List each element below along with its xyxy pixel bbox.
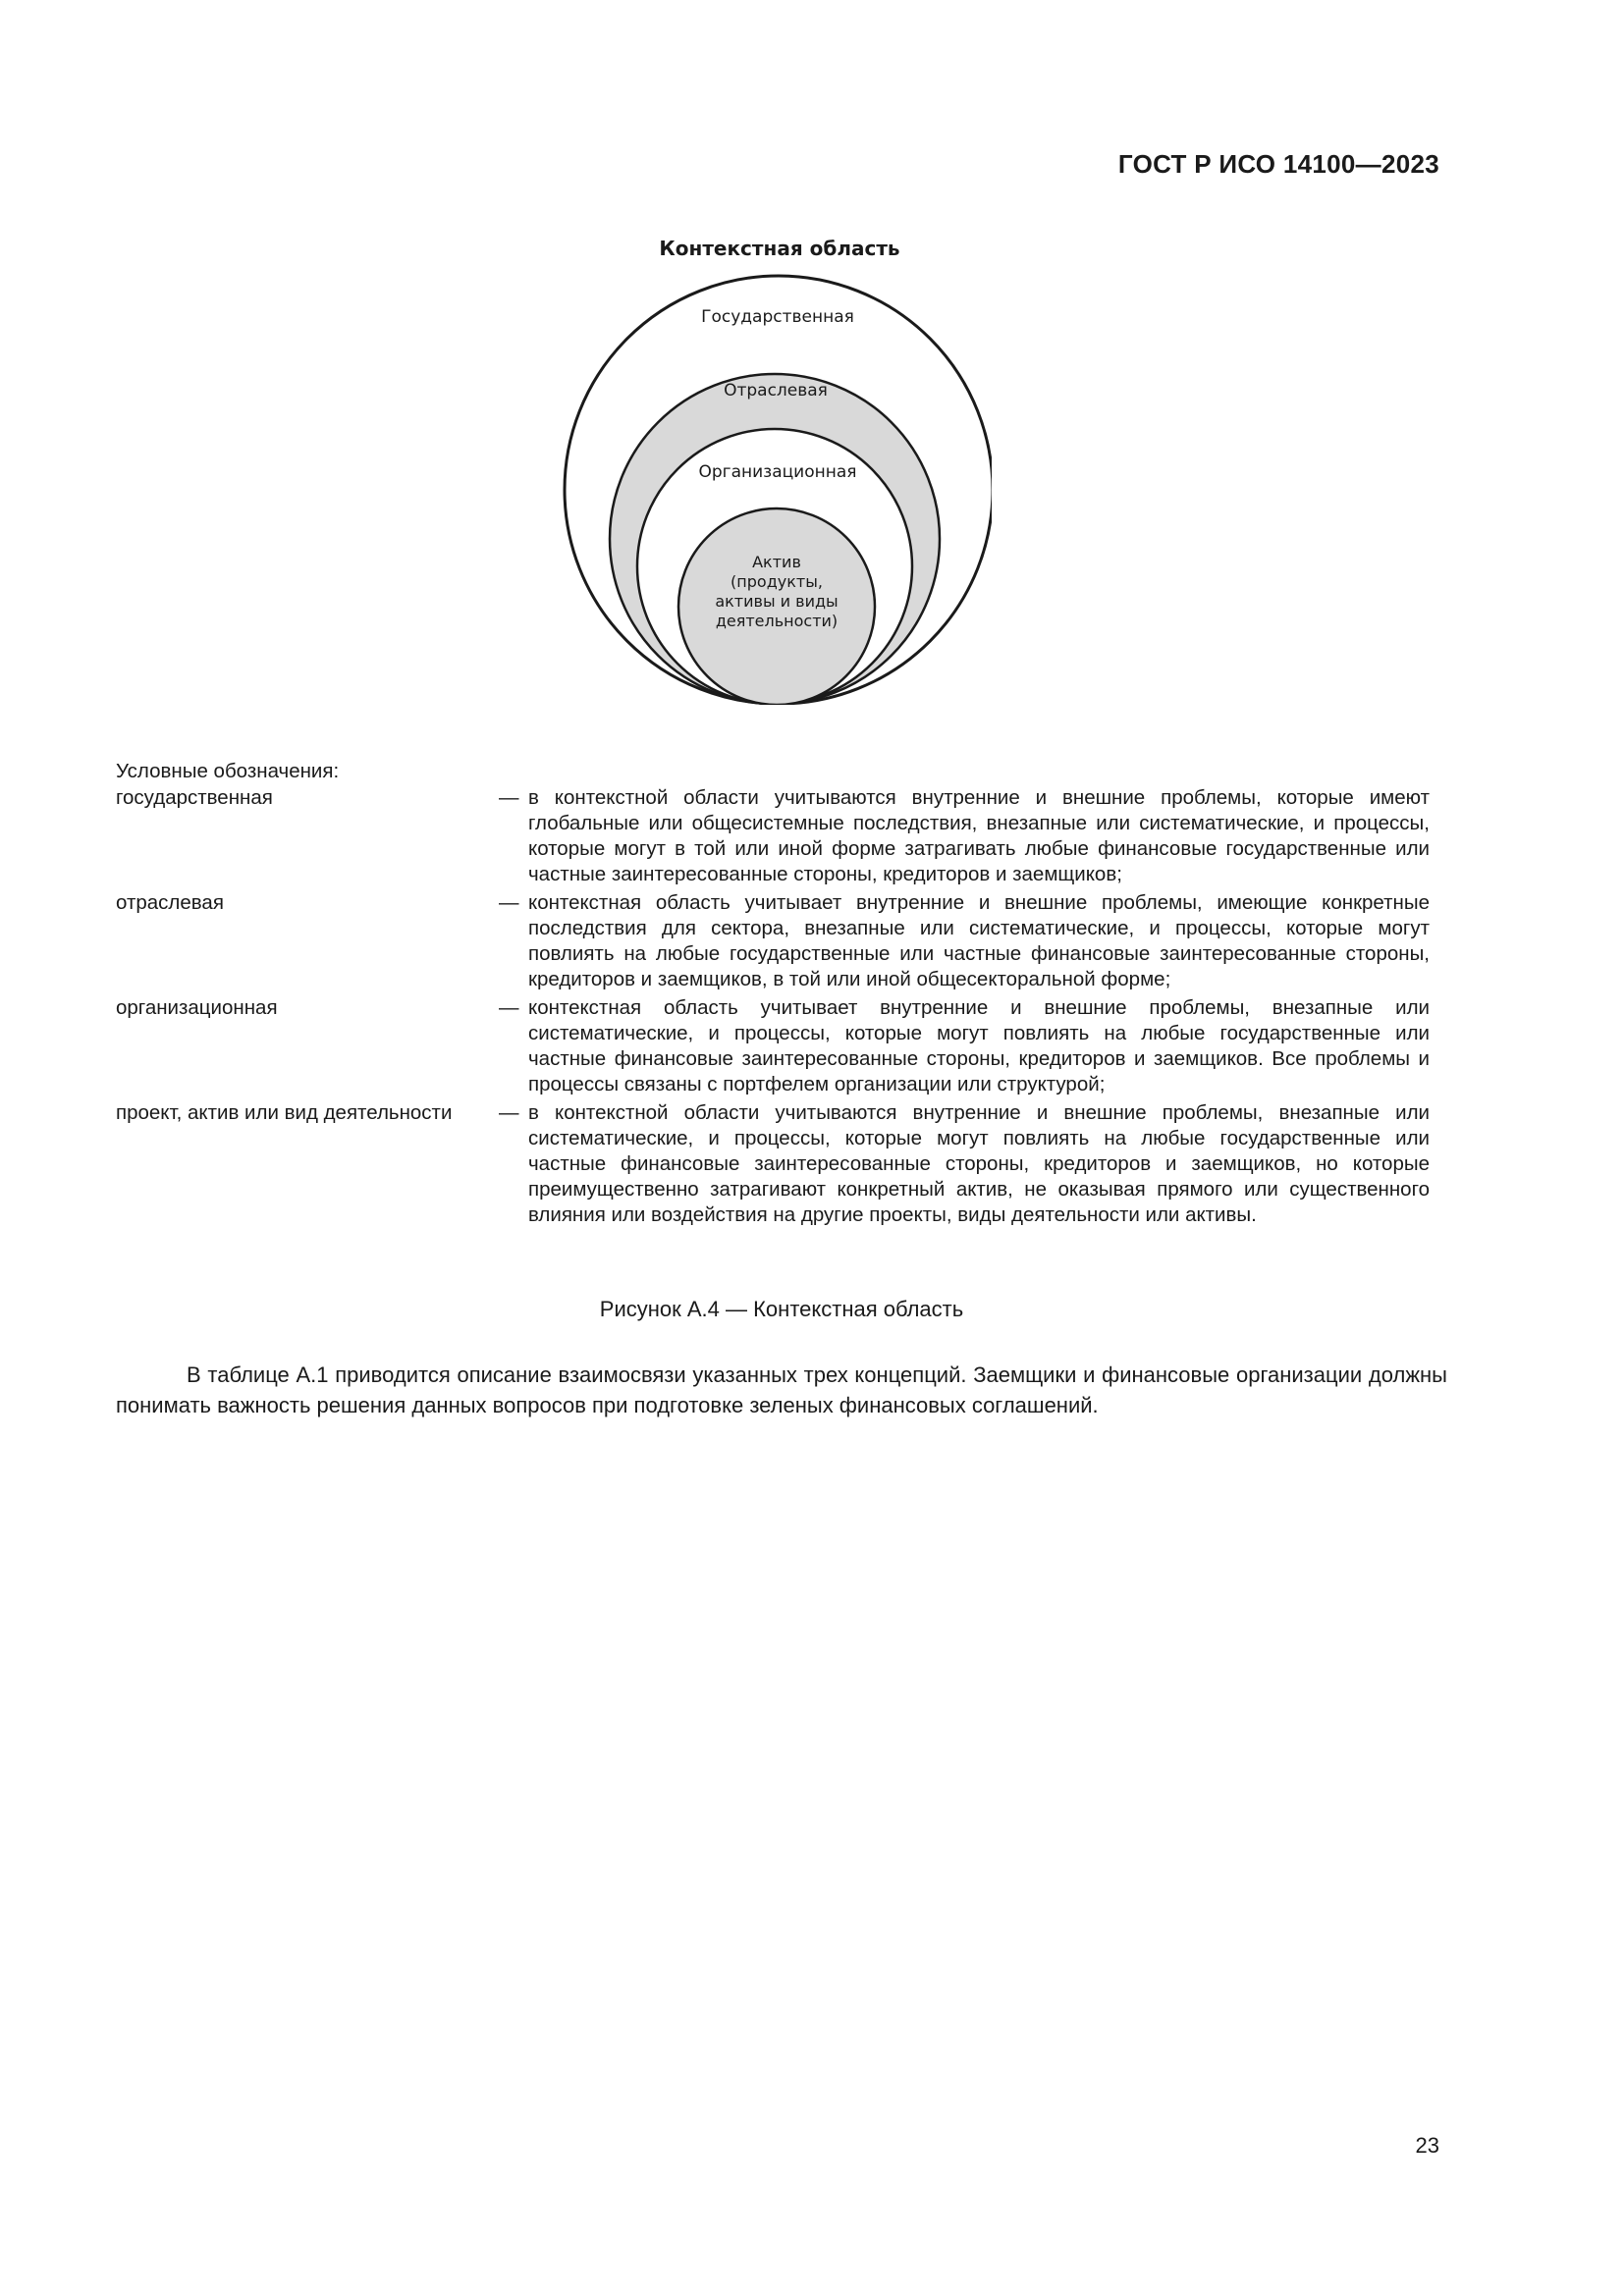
nested-circles-diagram — [560, 234, 992, 705]
label-organization-level: Организационная — [698, 462, 857, 482]
legend-description: контекстная область учитывает внутренние и внешние проблемы, имеющие конкретные последствия для сектора, внезапные или систематические, и процессы, которые могут повлиять на любые государственные или частные финансовые заинтересованные стороны, кредиторов и заемщиков, в той или иной общесекторальной форме; — [528, 891, 1430, 990]
label-asset-line-2: (продукты, — [731, 572, 823, 591]
legend-dash: — — [499, 891, 519, 914]
figure-caption: Рисунок А.4 — Контекстная область — [599, 1297, 964, 1321]
legend-description: в контекстной области учитываются внутренние и внешние проблемы, внезапные или систематические, и процессы, которые могут повлиять на любые государственные или частные финансовые заинтересованные стороны, кредиторов и заемщиков, но которые преимущественно затрагивают конкретный актив, не оказывая прямого или существенного влияния или воздействия на другие проекты, виды деятельности или активы. — [528, 1101, 1430, 1226]
legend-description: контекстная область учитывает внутренние и внешние проблемы, внезапные или систематические, и процессы, которые могут повлиять на любые государственные или частные финансовые заинтересованные стороны, кредиторов и заемщиков. Все проблемы и процессы связаны с портфелем организации или структурой; — [528, 996, 1430, 1095]
diagram-title: Контекстная область — [659, 237, 900, 260]
label-sector-level: Отраслевая — [724, 381, 828, 400]
label-asset-line-3: активы и виды — [715, 592, 839, 611]
legend-item-asset — [116, 1100, 1447, 1228]
label-asset-line-1: Актив — [752, 553, 801, 571]
legend-title: Условные обозначения: — [116, 760, 340, 782]
legend-item-organization — [116, 995, 1447, 1097]
legend-dash: — — [499, 1101, 519, 1124]
legend-term: государственная — [116, 786, 273, 809]
legend — [116, 759, 1447, 1231]
legend-term: проект, актив или вид деятельности — [116, 1101, 453, 1124]
label-state-level: Государственная — [701, 307, 854, 327]
legend-description: в контекстной области учитываются внутренние и внешние проблемы, которые имеют глобальные или общесистемные последствия, внезапные или систематические, и процессы, которые могут в той или иной форме затрагивать любые финансовые государственные или частные заинтересованные стороны, кредиторов и заемщиков; — [528, 786, 1430, 885]
legend-item-sector — [116, 890, 1447, 992]
legend-term: отраслевая — [116, 891, 224, 914]
legend-dash: — — [499, 786, 519, 809]
legend-term: организационная — [116, 996, 278, 1019]
legend-item-state — [116, 785, 1447, 887]
document-id: ГОСТ Р ИСО 14100—2023 — [1117, 149, 1439, 179]
legend-dash: — — [499, 996, 519, 1019]
label-asset-line-4: деятельности) — [715, 612, 839, 630]
body-paragraph: В таблице А.1 приводится описание взаимосвязи указанных трех концепций. Заемщики и финансовые организации должны понимать важность решения данных вопросов при подготовке зеленых финансовых соглашений. — [116, 1362, 1447, 1417]
context-area-diagram — [560, 234, 992, 705]
page-number: 23 — [1415, 2133, 1439, 2158]
